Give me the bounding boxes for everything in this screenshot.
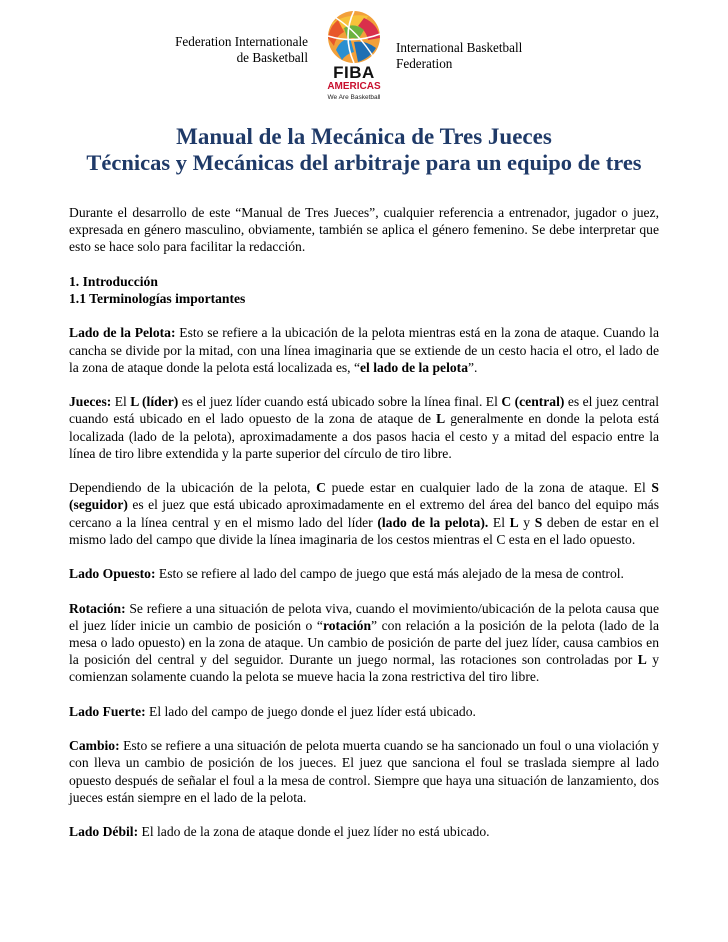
text: es el juez central cuando está ubicado en el lado opuesto de la zona de ataque de (69, 394, 659, 427)
bold-term: S (seguidor) (69, 480, 659, 513)
header-left-org-name (148, 34, 308, 66)
bold-term: C (central) (501, 394, 565, 410)
definition-rotacion (69, 600, 659, 686)
logo-fiba-text: FIBA (333, 63, 375, 82)
term-rotacion: Rotación: (69, 600, 126, 616)
text: puede estar en cualquier lado de la zona de ataque. El (325, 480, 652, 496)
header-right-line2: Federation (396, 56, 453, 71)
term-cambio: Cambio: (69, 738, 120, 754)
text: deben de estar en el mismo lado del campo que divide la línea imaginaria de los cestos mientras el C esta en el lado opuesto. (69, 514, 659, 547)
definition-cambio (69, 737, 659, 806)
header-left-line2: de Basketball (236, 50, 308, 65)
header-left-line1: Federation Internationale (175, 34, 308, 49)
term-lado-debil: Lado Débil: (69, 824, 139, 840)
definition-lado-opuesto (69, 565, 659, 582)
text: ”. (468, 359, 478, 375)
section-heading: 1. Introducción (69, 273, 158, 289)
text: El (488, 514, 510, 530)
term-jueces: Jueces: (69, 394, 112, 410)
bold-term: rotación (322, 617, 372, 633)
header-right-org-name (396, 40, 596, 72)
text: y (518, 514, 535, 530)
document-title: Manual de la Mecánica de Tres Jueces (176, 124, 552, 149)
bold-term: L (436, 411, 446, 427)
text: Esto se refiere a una situación de pelota muerta cuando se ha sancionado un foul o una violación y con lleva un cambio de posición de los jueces. El juez que sanciona el foul se traslada siempre al lado opuesto después de señalar el foul a la mesa de control. Siempre que haya una situación de lanzamiento, dos jueces están siempre en el lado de la pelota. (69, 738, 659, 805)
text: Esto se refiere al lado del campo de juego que está más alejado de la mesa de control. (155, 566, 624, 582)
text: Se refiere a una situación de pelota viva, cuando el movimiento/ubicación de la pelota causa que el juez líder inicie un cambio de posición o “ (69, 600, 659, 633)
text: El (111, 394, 131, 410)
header-right-line1: International Basketball (396, 40, 523, 55)
bold-term: L (líder) (130, 394, 179, 410)
text: generalmente en donde la pelota está localizada (lado de la pelota), aproximadamente a dos pasos hacia el cesto y a mitad del espacio entre la línea de tiro libre extendida y la parte superior del círculo de tiro libre. (69, 411, 659, 461)
bold-phrase: el lado de la pelota (360, 359, 468, 375)
text: y comienzan solamente cuando la pelota se mueve hacia la zona restrictiva del tiro libre. (69, 652, 659, 685)
logo-americas-text: AMERICAS (327, 81, 381, 92)
definition-lado-fuerte (69, 703, 659, 720)
logo-tagline: We Are Basketball (327, 94, 381, 101)
definition-lado-pelota (69, 324, 659, 376)
bold-term: C (316, 480, 326, 496)
term-lado-fuerte: Lado Fuerte: (69, 703, 146, 719)
paragraph-dependiendo (69, 479, 659, 548)
term-lado-pelota: Lado de la Pelota: (69, 325, 176, 341)
text: Esto se refiere a la ubicación de la pelota mientras está en la zona de ataque. Cuando la cancha se divide por la mitad, con una línea imaginaria que se extiende de un cesto hacia el otro, el lado de la zona de ataque donde la pelota está localizada es, “ (69, 325, 659, 375)
basketball-logo-icon (318, 8, 390, 66)
fiba-americas-logo (318, 8, 390, 106)
text: El lado de la zona de ataque donde el juez líder no está ubicado. (138, 824, 490, 840)
bold-term: L (509, 514, 519, 530)
bold-term: (lado de la pelota). (377, 514, 489, 530)
text: El lado del campo de juego donde el juez líder está ubicado. (145, 703, 476, 719)
definition-lado-debil (69, 823, 659, 840)
document-subtitle: Técnicas y Mecánicas del arbitraje para un equipo de tres (86, 150, 642, 175)
term-lado-opuesto: Lado Opuesto: (69, 566, 156, 582)
document-body (69, 204, 659, 858)
text: es el juez líder cuando está ubicado sobre la línea final. El (178, 394, 502, 410)
bold-term: S (534, 514, 543, 530)
section-subheading: 1.1 Terminologías importantes (69, 291, 246, 306)
text: es el juez que está ubicado aproximadamente en el extremo del área del banco del equipo más cercano a la línea central y en el mismo lado del líder (69, 497, 659, 530)
definition-jueces (69, 393, 659, 462)
text: Dependiendo de la ubicación de la pelota, (69, 480, 317, 496)
bold-term: L (637, 652, 647, 668)
intro-paragraph: Durante el desarrollo de este “Manual de Tres Jueces”, cualquier referencia a entrenador, jugador o juez, expresada en género masculino, obviamente, también se aplica el género femenino. Se debe interpretar que esto se hace solo para facilitar la redacción. (69, 205, 659, 255)
text: ” con relación a la posición de la pelota (lado de la mesa o lado opuesto) en la zona de ataque. Un cambio de posición de parte del juez líder, causa cambios en la posición del central y del seguidor. Durante un juego normal, las rotaciones son controladas por (69, 617, 659, 668)
